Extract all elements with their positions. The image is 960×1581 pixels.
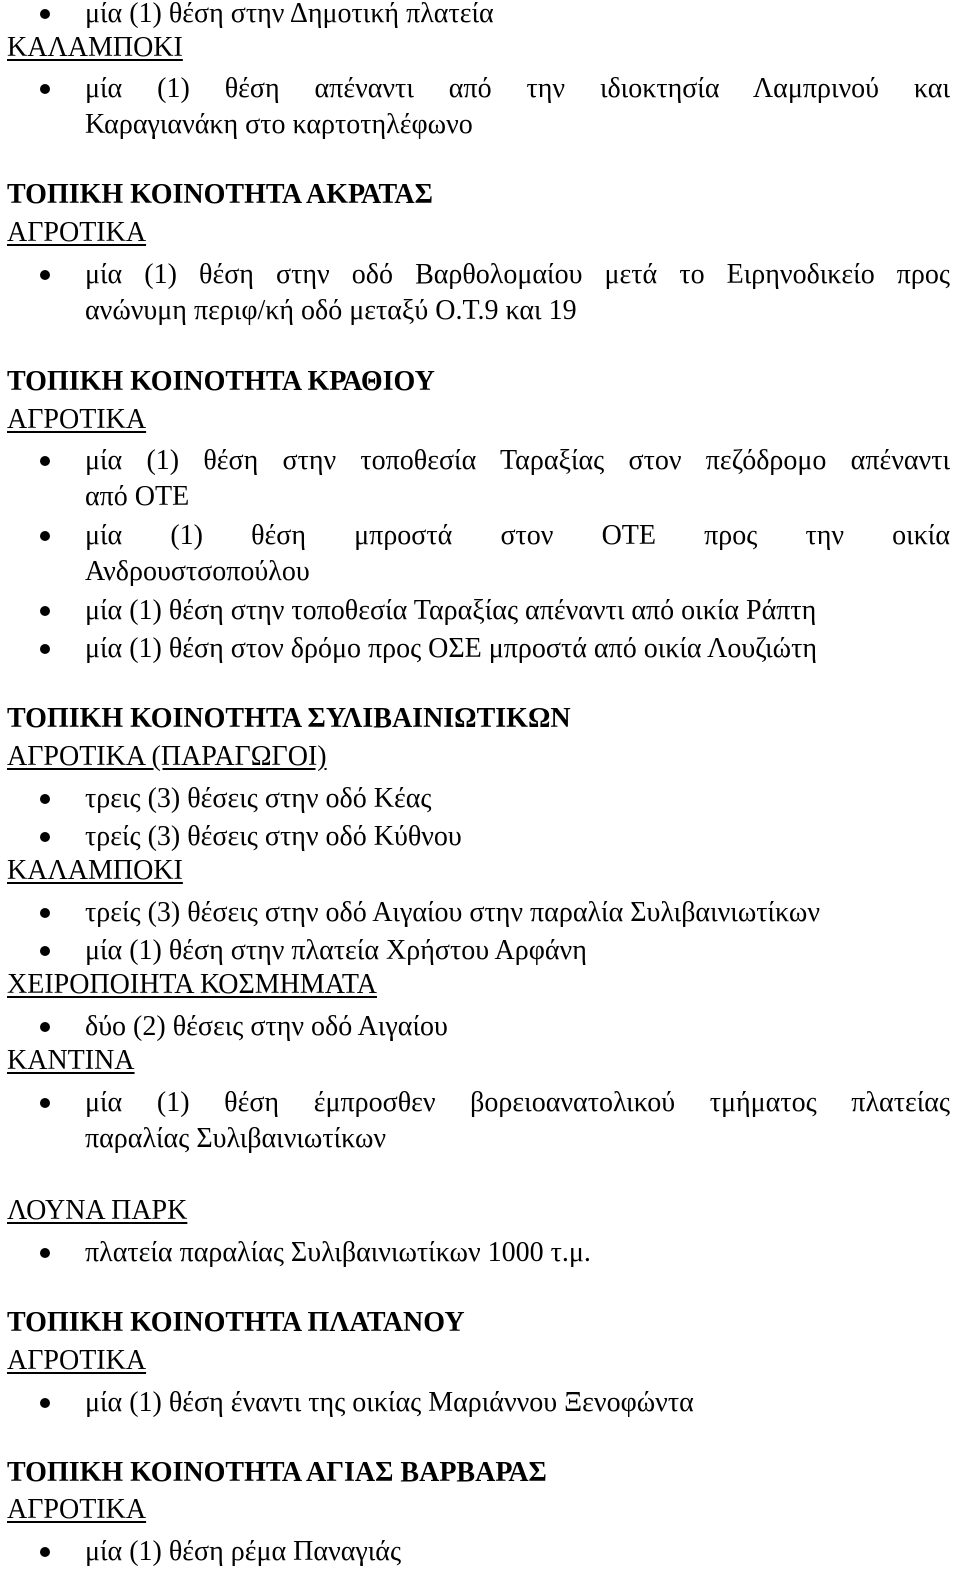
- list-item: μία (1) θέση απέναντι από την ιδιοκτησία Λαμπρινού και: [85, 73, 950, 104]
- list-item-continuation: από ΟΤΕ: [85, 481, 190, 512]
- list-item: τρεις (3) θέσεις στην οδό Κέας: [85, 783, 432, 814]
- bullet-icon: [40, 9, 50, 19]
- list-item: μία (1) θέση μπροστά στον ΟΤΕ προς την οικία: [85, 520, 950, 551]
- category-label: ΑΓΡΟΤΙΚΑ: [7, 1494, 147, 1525]
- section-title: ΤΟΠΙΚΗ ΚΟΙΝΟΤΗΤΑ ΠΛΑΤΑΝΟΥ: [7, 1307, 465, 1338]
- list-item: πλατεία παραλίας Συλιβαινιωτίκων 1000 τ.μ.: [85, 1237, 591, 1268]
- list-item: μία (1) θέση στην πλατεία Χρήστου Αρφάνη: [85, 935, 587, 966]
- bullet-icon: [40, 84, 50, 94]
- list-item: μία (1) θέση στην οδό Βαρθολομαίου μετά το Ειρηνοδικείο προς: [85, 259, 950, 290]
- category-label: ΚΑΝΤΙΝΑ: [7, 1045, 135, 1076]
- list-item: μία (1) θέση στην τοποθεσία Ταραξίας στον πεζόδρομο απέναντι: [85, 445, 950, 476]
- bullet-icon: [40, 456, 50, 466]
- list-item: μία (1) θέση στην τοποθεσία Ταραξίας απέναντι από οικία Ράπτη: [85, 595, 817, 626]
- list-item: τρείς (3) θέσεις στην οδό Αιγαίου στην παραλία Συλιβαινιωτίκων: [85, 897, 820, 928]
- list-item-continuation: Ανδρουστσοπούλου: [85, 556, 310, 587]
- list-item: μία (1) θέση έναντι της οικίας Μαριάννου Ξενοφώντα: [85, 1387, 694, 1418]
- category-label: ΚΑΛΑΜΠΟΚΙ: [7, 855, 183, 886]
- bullet-icon: [40, 832, 50, 842]
- list-item: μία (1) θέση ρέμα Παναγιάς: [85, 1536, 402, 1567]
- bullet-icon: [40, 908, 50, 918]
- bullet-icon: [40, 1398, 50, 1408]
- category-label: ΑΓΡΟΤΙΚΑ (ΠΑΡΑΓΩΓΟΙ): [7, 741, 327, 772]
- bullet-icon: [40, 794, 50, 804]
- list-item: μία (1) θέση στην Δημοτική πλατεία: [85, 0, 494, 29]
- category-label: ΧΕΙΡΟΠΟΙΗΤΑ ΚΟΣΜΗΜΑΤΑ: [7, 969, 378, 1000]
- bullet-icon: [40, 531, 50, 541]
- section-title: ΤΟΠΙΚΗ ΚΟΙΝΟΤΗΤΑ ΚΡΑΘΙΟΥ: [7, 366, 435, 397]
- bullet-icon: [40, 1547, 50, 1557]
- list-item: μία (1) θέση στον δρόμο προς ΟΣΕ μπροστά από οικία Λουζιώτη: [85, 633, 817, 664]
- section-title: ΤΟΠΙΚΗ ΚΟΙΝΟΤΗΤΑ ΑΓΙΑΣ ΒΑΡΒΑΡΑΣ: [7, 1457, 547, 1488]
- list-item: δύο (2) θέσεις στην οδό Αιγαίου: [85, 1011, 448, 1042]
- category-label: ΑΓΡΟΤΙΚΑ: [7, 404, 147, 435]
- list-item-continuation: παραλίας Συλιβαινιωτίκων: [85, 1123, 387, 1154]
- category-label: ΑΓΡΟΤΙΚΑ: [7, 1345, 147, 1376]
- list-item: μία (1) θέση έμπροσθεν βορειοανατολικού τμήματος πλατείας: [85, 1087, 950, 1118]
- bullet-icon: [40, 946, 50, 956]
- bullet-icon: [40, 1022, 50, 1032]
- bullet-icon: [40, 1098, 50, 1108]
- list-item: τρείς (3) θέσεις στην οδό Κύθνου: [85, 821, 462, 852]
- bullet-icon: [40, 1248, 50, 1258]
- category-label: ΛΟΥΝΑ ΠΑΡΚ: [7, 1195, 188, 1226]
- bullet-icon: [40, 644, 50, 654]
- bullet-icon: [40, 606, 50, 616]
- section-title: ΤΟΠΙΚΗ ΚΟΙΝΟΤΗΤΑ ΣΥΛΙΒΑΙΝΙΩΤΙΚΩΝ: [7, 703, 571, 734]
- list-item-continuation: ανώνυμη περιφ/κή οδό μεταξύ Ο.Τ.9 και 19: [85, 295, 577, 326]
- section-title: ΤΟΠΙΚΗ ΚΟΙΝΟΤΗΤΑ ΑΚΡΑΤΑΣ: [7, 179, 433, 210]
- bullet-icon: [40, 270, 50, 280]
- category-label: ΚΑΛΑΜΠΟΚΙ: [7, 32, 183, 63]
- category-label: ΑΓΡΟΤΙΚΑ: [7, 217, 147, 248]
- list-item-continuation: Καραγιανάκη στο καρτοτηλέφωνο: [85, 109, 473, 140]
